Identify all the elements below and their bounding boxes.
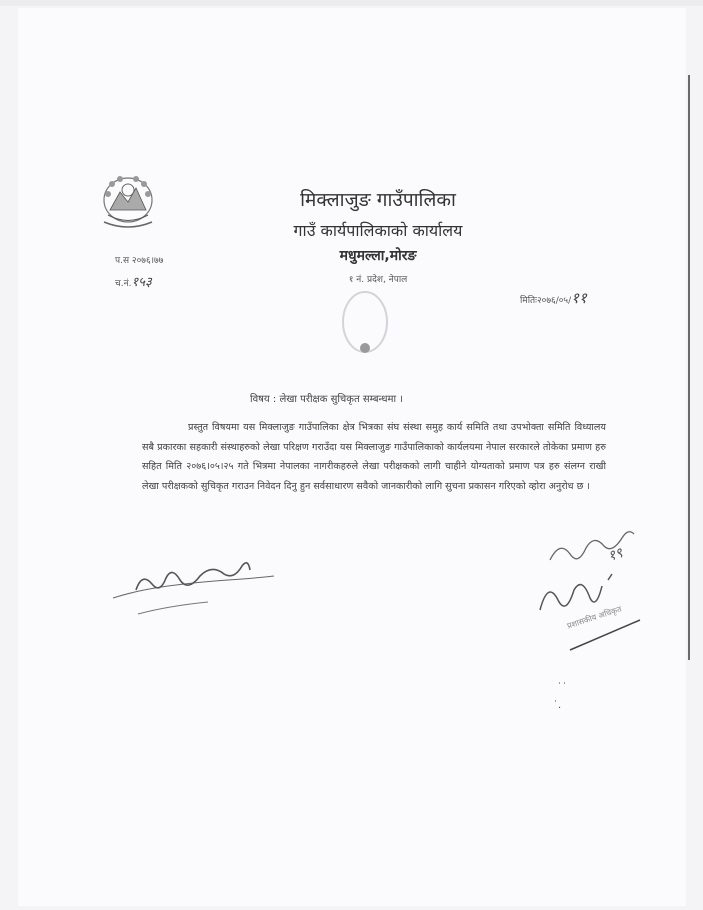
- receipt-stamp-text: प्रशासकीय अधिकृत: [565, 604, 623, 631]
- ref-label: च.नं.: [115, 279, 132, 289]
- nepal-emblem-icon: [98, 170, 158, 240]
- org-name: मिक्लाजुङ गाउँपालिका: [300, 189, 456, 211]
- letter-body: प्रस्तुत विषयमा यस मिक्लाजुङ गाउँपालिका क्षेत्र भित्रका संघ संस्था समुह कार्य समिति तथा उपभोक्ता समिति विध्यालय सबै प्रकारका सहकारी संस्थाहरुको लेखा परिक्षण गराउँदा यस मिक्लाजुङ गाउँपालिकाको कार्यलयमा नेपाल सरकारले तोकेका प्रमाण हरु सहित मिति २०७६।०५।२५ गते भित्रमा नेपालका नागरीकहरुले लेखा परीक्षकको लागी चाहीने योग्यताको प्रमाण पत्र हरु संलग्न राखी लेखा परीक्षकको सुचिकृत गराउन निवेदन दिनु हुन सर्वसाधारण सवैको जानकारीको लागि सुचना प्रकासन गरिएको व्होरा अनुरोध छ ।: [142, 422, 606, 492]
- ink-speck: ˙.: [553, 700, 562, 711]
- municipality-address: मधुमल्ला,मोरङ: [339, 248, 417, 264]
- receipt-number-handwritten: १९: [606, 545, 625, 565]
- subject-line: विषय : लेखा परीक्षक सुचिकृत सम्बन्धमा ।: [250, 394, 404, 405]
- reference-number: [115, 272, 152, 290]
- signature-icon: [108, 550, 278, 620]
- date-day-handwritten: ११: [571, 289, 587, 307]
- office-name: गाउँ कार्यपालिकाको कार्यालय: [293, 221, 463, 240]
- scan-right-edge: [688, 75, 690, 660]
- date-label: मितिः२०७६/०५/: [520, 296, 572, 306]
- receipt-stamp-icon: [530, 520, 660, 660]
- ref-number-handwritten: १५३: [131, 275, 152, 290]
- letter-date: [520, 288, 587, 308]
- scan-top-edge: [0, 0, 703, 6]
- faint-seal-icon: [335, 282, 395, 362]
- province-line: १ नं. प्रदेश, नेपाल: [348, 275, 408, 285]
- ink-speck: ˙˙: [557, 682, 567, 693]
- fiscal-year: प.स २०७६।७७: [115, 256, 164, 266]
